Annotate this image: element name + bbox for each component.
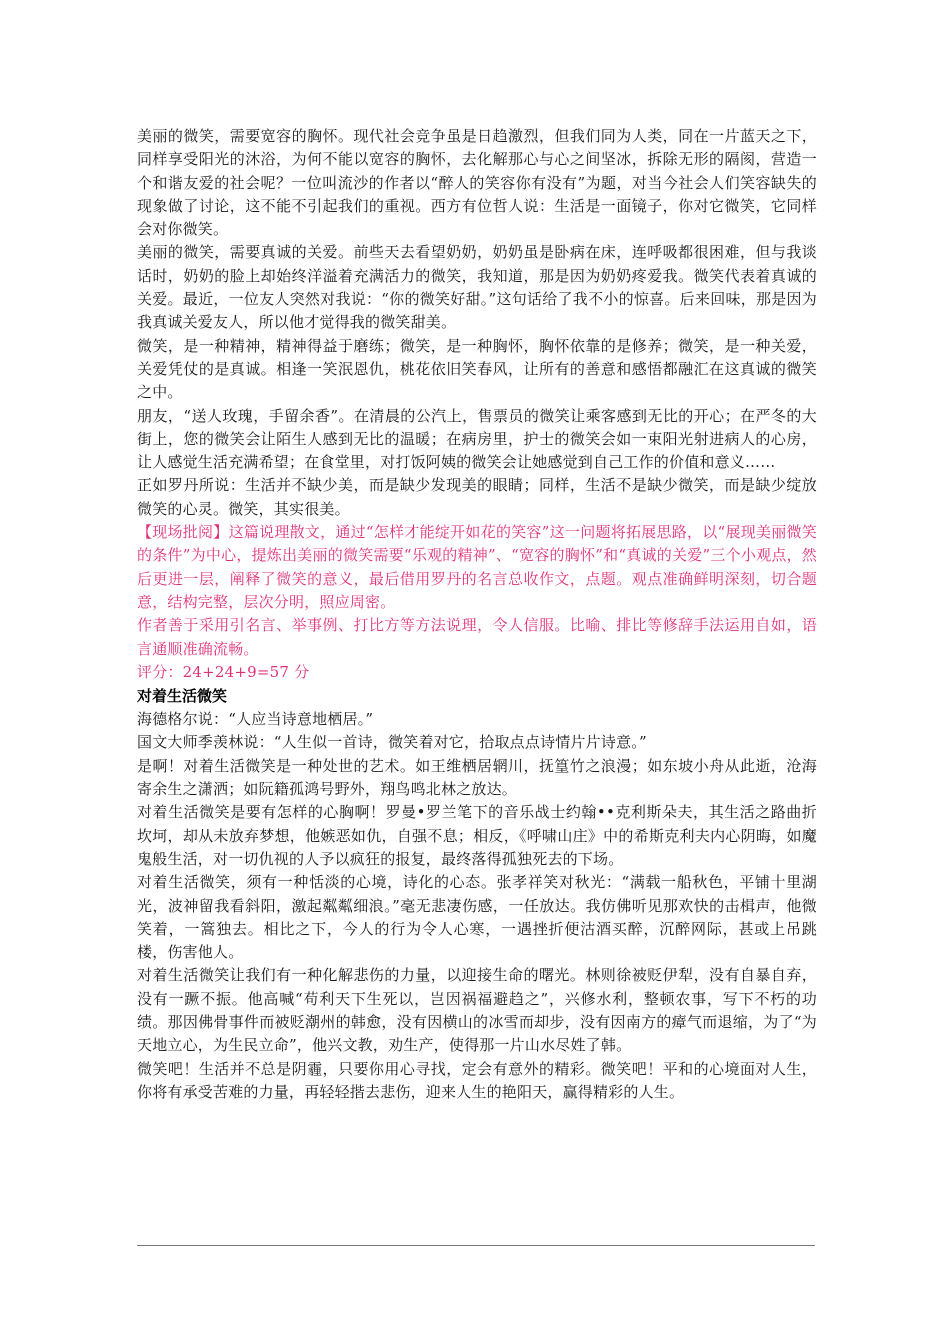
essay1-paragraph-1: 美丽的微笑，需要宽容的胸怀。现代社会竞争虽是日趋激烈，但我们同为人类，同在一片蓝天之下，同样享受阳光的沐浴，为何不能以宽容的胸怀，去化解那心与心之间坚冰，拆除无形的隔阂，营造一个和谐友爱的社会呢？一位叫流沙的作者以“醉人的笑容你有没有”为题，对当今社会人们笑容缺失的现象做了讨论，这不能不引起我们的重视。西方有位哲人说：生活是一面镜子，你对它微笑，它同样会对你微笑。	[137, 127, 817, 239]
review-paragraph-2: 作者善于采用引名言、举事例、打比方等方法说理，令人信服。比喻、排比等修辞手法运用自如，语言通顺准确流畅。	[137, 616, 817, 658]
essay2-paragraph-7: 微笑吧！生活并不总是阴霾，只要你用心寻找，定会有意外的精彩。微笑吧！平和的心境面对人生，你将有承受苦难的力量，再轻轻揩去悲伤，迎来人生的艳阳天，赢得精彩的人生。	[137, 1059, 817, 1101]
review-score: 评分：24+24+9=57 分	[137, 662, 310, 681]
footer-divider	[137, 1245, 815, 1246]
essay2-title: 对着生活微笑	[137, 687, 228, 706]
essay2-paragraph-6: 对着生活微笑让我们有一种化解悲伤的力量，以迎接生命的曙光。林则徐被贬伊犁，没有自暴自弃，没有一蹶不振。他高喊“苟利天下生死以，岂因祸福避趋之”，兴修水利，整顿农事，写下不朽的功绩。那因佛骨事件而被贬潮州的韩愈，没有因横山的冰雪而却步，没有因南方的瘴气而退缩，为了“为天地立心，为生民立命”，他兴文教，劝生产，使得那一片山水尽姓了韩。	[137, 966, 817, 1055]
document-body	[137, 125, 817, 1104]
essay2-paragraph-5: 对着生活微笑，须有一种恬淡的心境，诗化的心态。张孝祥笑对秋光：“满载一船秋色，平铺十里湖光，波神留我看斜阳，激起粼粼细浪。”毫无悲凄伤感，一任放达。我仿佛听见那欢快的击楫声，他微笑着，一篙独去。相比之下，今人的行为令人心寒，一遇挫折便沽酒买醉，沉醉网际，甚或上吊跳楼，伤害他人。	[137, 873, 817, 962]
essay2-paragraph-2: 国文大师季羡林说：“人生似一首诗，微笑着对它，拾取点点诗情片片诗意。”	[137, 733, 647, 752]
essay1-paragraph-3: 微笑，是一种精神，精神得益于磨练；微笑，是一种胸怀，胸怀依靠的是修养；微笑，是一种关爱，关爱凭仗的是真诚。相逢一笑泯恩仇，桃花依旧笑春风，让所有的善意和感悟都融汇在这真诚的微笑之中。	[137, 336, 817, 402]
essay1-paragraph-2: 美丽的微笑，需要真诚的关爱。前些天去看望奶奶，奶奶虽是卧病在床，连呼吸都很困难，但与我谈话时，奶奶的脸上却始终洋溢着充满活力的微笑，我知道，那是因为奶奶疼爱我。微笑代表着真诚的关爱。最近，一位友人突然对我说：“你的微笑好甜。”这句话给了我不小的惊喜。后来回味，那是因为我真诚关爱友人，所以他才觉得我的微笑甜美。	[137, 243, 817, 332]
essay2-paragraph-4: 对着生活微笑是要有怎样的心胸啊！罗曼•罗兰笔下的音乐战士约翰••克利斯朵夫，其生活之路曲折坎坷，却从未放弃梦想，他嫉恶如仇，自强不息；相反，《呼啸山庄》中的希斯克利夫内心阴晦，如魔鬼般生活，对一切仇视的人予以疯狂的报复，最终落得孤独死去的下场。	[137, 803, 817, 868]
essay2-paragraph-3: 是啊！对着生活微笑是一种处世的艺术。如王维栖居辋川，抚篁竹之浪漫；如东坡小舟从此逝，沧海寄余生之潇洒；如阮籍孤鸿号野外，翔鸟鸣北林之放达。	[137, 756, 817, 799]
essay2-paragraph-1: 海德格尔说：“人应当诗意地栖居。”	[137, 710, 374, 729]
review-paragraph-1: 【现场批阅】这篇说理散文，通过“怎样才能绽开如花的笑容”这一问题将拓展思路，以“展现美丽微笑的条件”为中心，提炼出美丽的微笑需要“乐观的精神”、“宽容的胸怀”和“真诚的关爱”三个小观点，然后更进一层，阐释了微笑的意义，最后借用罗丹的名言总收作文，点题。观点准确鲜明深刻，切合题意，结构完整，层次分明，照应周密。	[137, 523, 817, 611]
essay1-paragraph-4: 朋友，“送人玫瑰，手留余香”。在清晨的公汽上，售票员的微笑让乘客感到无比的开心；在严冬的大街上，您的微笑会让陌生人感到无比的温暖；在病房里，护士的微笑会如一束阳光射进病人的心房，让人感觉生活充满希望；在食堂里，对打饭阿姨的微笑会让她感觉到自己工作的价值和意义……	[137, 406, 817, 472]
essay1-paragraph-5: 正如罗丹所说：生活并不缺少美，而是缺少发现美的眼睛；同样，生活不是缺少微笑，而是缺少绽放微笑的心灵。微笑，其实很美。	[137, 476, 817, 518]
